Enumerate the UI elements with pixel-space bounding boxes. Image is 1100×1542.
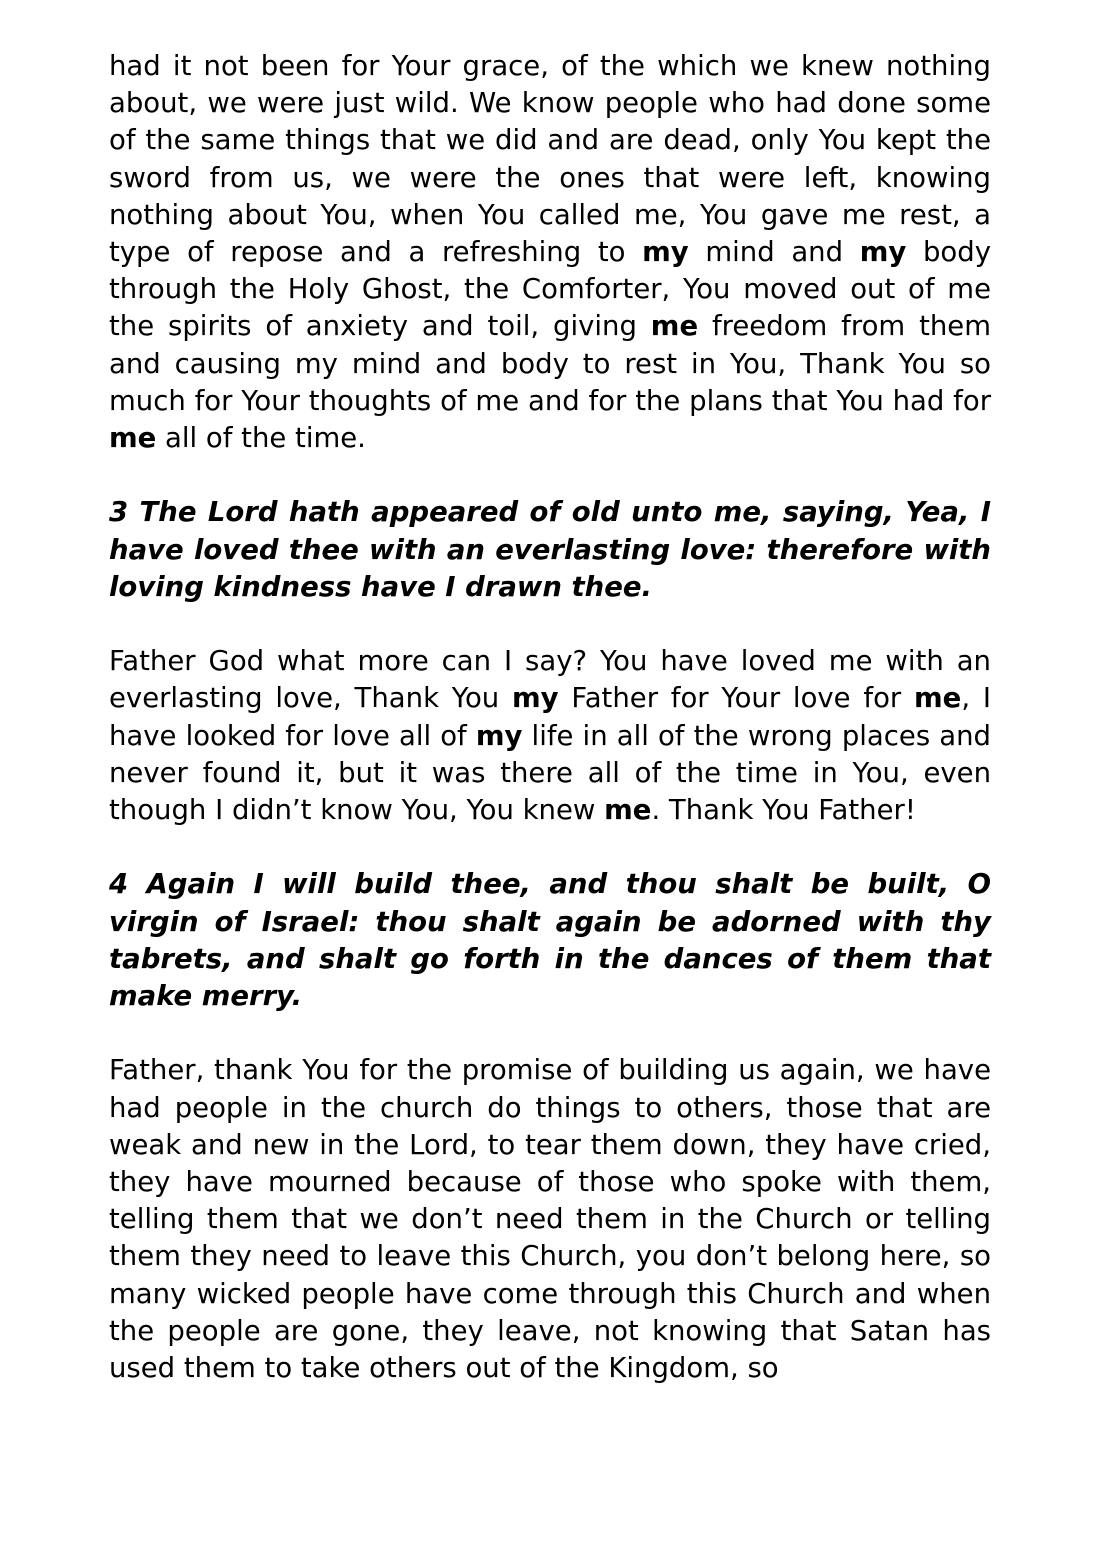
scripture-verse — [109, 494, 991, 606]
document-page — [109, 48, 991, 1424]
text-run: Father, thank You for the promise of building us again, we have had people in the church do things to others, those that are weak and new in the Lord, to tear them down, they have cried, they have mourned because of those who spoke with them, telling them that we don’t need them in the Church or telling them they need to leave this Church, you don’t belong here, so many wicked people have come through this Church and when the people are gone, they leave, not knowing that Satan has used them to take others out of the Kingdom, so — [109, 1054, 991, 1385]
body-paragraph — [109, 643, 991, 829]
emphasis-text: my — [475, 719, 523, 752]
body-paragraph — [109, 48, 991, 457]
emphasis-text: my — [512, 682, 559, 715]
scripture-verse — [109, 866, 991, 1015]
text-run: Father God what more can I say? You have loved me with an everlasting love, Thank You — [109, 645, 991, 715]
text-run: Father for Your love for — [558, 682, 915, 715]
text-run: 3 The Lord hath appeared of old unto me, saying, Yea, I have loved thee with an everlasting love: therefore with loving kindness have I drawn thee. — [109, 496, 991, 603]
emphasis-text: me — [109, 422, 157, 455]
text-run: body through the Holy Ghost, the Comforter, You moved out of me the spirits of anxiety and toil, giving — [109, 236, 991, 343]
text-run: all of the time. — [156, 422, 366, 455]
emphasis-text: me — [604, 794, 652, 827]
text-run: life in all of the wrong places and never found it, but it was there all of the time in You, even though I didn’t know You, You knew — [109, 719, 991, 827]
text-run: 4 Again I will build thee, and thou shalt be built, O virgin of Israel: thou shalt again be adorned with thy tabrets, and shalt go forth in the dances of them that make merry. — [109, 868, 991, 1013]
text-run: . Thank You Father! — [651, 794, 916, 827]
text-run: had it not been for Your grace, of the which we knew nothing about, we were just wild. We know people who had done some of the same things that we did and are dead, only You kept the sword from us, we were the ones that were left, knowing nothing about You, when You called me, You gave me rest, a type of repose and a refreshing to — [109, 50, 991, 269]
text-run: mind and — [688, 236, 860, 269]
emphasis-text: me — [650, 310, 699, 343]
emphasis-text: my — [859, 236, 907, 269]
emphasis-text: me — [914, 682, 962, 715]
body-paragraph — [109, 1052, 991, 1387]
emphasis-text: my — [642, 236, 689, 269]
text-run: freedom from them and causing my mind and body to rest in You, Thank You so much for Your thoughts of me and for the plans that You had for — [109, 310, 991, 417]
text-run: , I have looked for love all of — [109, 682, 992, 752]
